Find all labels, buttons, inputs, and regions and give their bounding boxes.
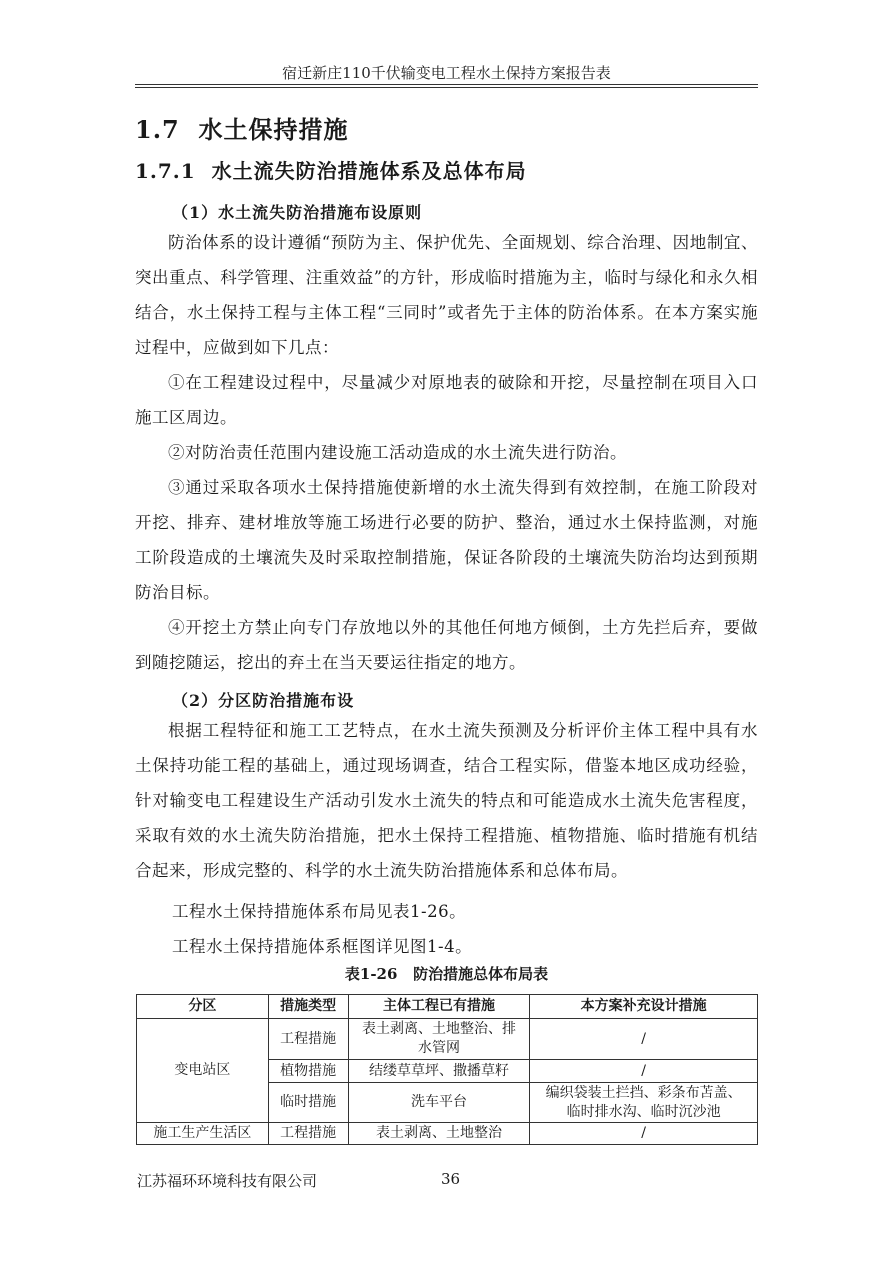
page-number: 36 <box>441 1170 461 1188</box>
measure-type-cell: 临时措施 <box>268 1083 348 1123</box>
header-added: 本方案补充设计措施 <box>530 995 758 1019</box>
table-caption: 表1-26 防治措施总体布局表 <box>344 965 549 983</box>
added-cell: / <box>530 1123 758 1145</box>
added-cell: 编织袋装土拦挡、彩条布苫盖、临时排水沟、临时沉沙池 <box>530 1083 758 1123</box>
header-rule-thick <box>135 84 758 85</box>
existing-cell: 结缕草草坪、撒播草籽 <box>348 1060 530 1083</box>
heading-principles: （1）水土流失防治措施布设原则 <box>172 203 423 222</box>
item-1: ①在工程建设过程中，尽量减少对原地表的破除和开挖，尽量控制在项目入口施工区周边。 <box>135 373 758 427</box>
header-rule-thin <box>135 87 758 88</box>
figure-reference: 工程水土保持措施体系框图详见图1-4。 <box>172 937 473 956</box>
table-row <box>137 1123 758 1145</box>
zone-cell: 施工生产生活区 <box>137 1123 269 1145</box>
measure-type-cell: 植物措施 <box>268 1060 348 1083</box>
paragraph-zone-measures: 根据工程特征和施工工艺特点，在水土流失预测及分析评价主体工程中具有水土保持功能工程的基础上，通过现场调查，结合工程实际，借鉴本地区成功经验，针对输变电工程建设生产活动引发水土流失的特点和可能造成水土流失危害程度，采取有效的水土流失防治措施，把水土保持工程措施、植物措施、临时措施有机结合起来，形成完整的、科学的水土流失防治措施体系和总体布局。 <box>135 721 758 880</box>
measures-table <box>136 994 758 1145</box>
paragraph-principles: 防治体系的设计遵循“预防为主、保护优先、全面规划、综合治理、因地制宜、突出重点、科学管理、注重效益”的方针，形成临时措施为主，临时与绿化和永久相结合，水土保持工程与主体工程“三同时”或者先于主体的防治体系。在本方案实施过程中，应做到如下几点： <box>135 233 758 357</box>
existing-cell: 表土剥离、土地整治 <box>348 1123 530 1145</box>
table-header-row <box>137 995 758 1019</box>
zone-cell: 变电站区 <box>137 1019 269 1123</box>
added-cell: / <box>530 1019 758 1060</box>
existing-cell: 洗车平台 <box>348 1083 530 1123</box>
item-4: ④开挖土方禁止向专门存放地以外的其他任何地方倾倒，土方先拦后弃，要做到随挖随运，挖出的弃土在当天要运往指定的地方。 <box>135 618 758 672</box>
table-row <box>137 1019 758 1060</box>
footer-company: 江苏福环环境科技有限公司 <box>137 1172 318 1190</box>
existing-cell: 表土剥离、土地整治、排水管网 <box>348 1019 530 1060</box>
item-2: ②对防治责任范围内建设施工活动造成的水土流失进行防治。 <box>168 443 627 462</box>
header-zone: 分区 <box>137 995 269 1019</box>
added-cell: / <box>530 1060 758 1083</box>
header-measure-type: 措施类型 <box>268 995 348 1019</box>
header-existing: 主体工程已有措施 <box>348 995 530 1019</box>
measure-type-cell: 工程措施 <box>268 1123 348 1145</box>
measure-type-cell: 工程措施 <box>268 1019 348 1060</box>
section-title: 1.7 水土保持措施 <box>135 115 349 144</box>
table-reference: 工程水土保持措施体系布局见表1-26。 <box>172 902 467 921</box>
subsection-title: 1.7.1 水土流失防治措施体系及总体布局 <box>135 159 527 183</box>
heading-zone-measures: （2）分区防治措施布设 <box>172 691 355 710</box>
item-3: ③通过采取各项水土保持措施使新增的水土流失得到有效控制，在施工阶段对开挖、排弃、建材堆放等施工场进行必要的防护、整治，通过水土保持监测，对施工阶段造成的土壤流失及时采取控制措施，保证各阶段的土壤流失防治均达到预期防治目标。 <box>135 478 758 602</box>
page-header: 宿迁新庄110千伏输变电工程水土保持方案报告表 <box>282 64 611 82</box>
